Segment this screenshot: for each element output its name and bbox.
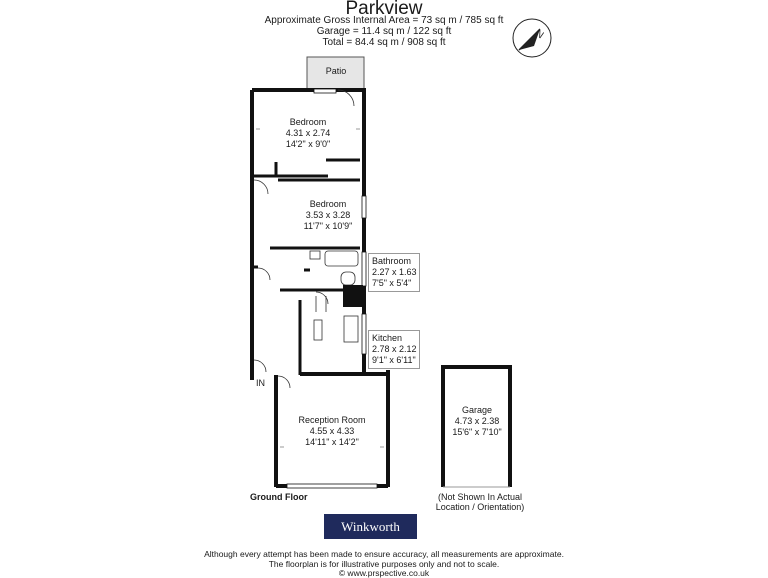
- brand-logo: Winkworth: [324, 514, 417, 539]
- copyright-line: © www.prspective.co.uk: [338, 568, 430, 578]
- garage-note-line: (Not Shown In Actual: [437, 492, 523, 502]
- room-name: Bathroom: [372, 256, 412, 266]
- room-size-metric: 2.78 x 2.12: [372, 344, 417, 354]
- room-bathroom: [368, 253, 420, 292]
- room-name: Kitchen: [372, 333, 403, 343]
- room-size-metric: 4.31 x 2.74: [285, 128, 331, 138]
- page-title: Parkview: [345, 0, 423, 19]
- room-garage: [440, 405, 514, 438]
- room-size-imperial: 15'6" x 7'10": [452, 427, 502, 437]
- area-line-garage: Garage = 11.4 sq m / 122 sq ft: [316, 26, 452, 37]
- floor-label: Ground Floor: [250, 492, 308, 502]
- disclaimer-line: Although every attempt has been made to ensure accuracy, all measurements are approximate.: [204, 549, 564, 559]
- room-size-metric: 4.55 x 4.33: [309, 426, 355, 436]
- kitchen-window: [362, 314, 366, 354]
- entrance-label: IN: [256, 378, 265, 388]
- bathroom-fixtures: [310, 251, 358, 285]
- compass-letter: N: [533, 28, 546, 42]
- room-reception: [292, 415, 372, 448]
- garage-note-line: Location / Orientation): [435, 502, 525, 512]
- room-size-metric: 4.73 x 2.38: [454, 416, 500, 426]
- garage-note: [428, 492, 532, 512]
- room-size-imperial: 9'1" x 6'11": [372, 355, 416, 365]
- disclaimer-line: The floorplan is for illustrative purposes only and not to scale.: [268, 559, 500, 569]
- room-size-imperial: 14'11" x 14'2": [305, 437, 359, 447]
- room-bedroom-1: [276, 117, 340, 150]
- room-name: Reception Room: [298, 415, 366, 425]
- room-name: Garage: [461, 405, 493, 415]
- room-size-metric: 2.27 x 1.63: [372, 267, 417, 277]
- room-patio: Patio: [325, 66, 347, 76]
- room-kitchen: [368, 330, 420, 369]
- area-line-total: Total = 84.4 sq m / 908 sq ft: [322, 37, 446, 48]
- room-size-imperial: 14'2" x 9'0": [285, 139, 331, 149]
- patio-door: [314, 89, 336, 93]
- structural-block: [343, 285, 363, 307]
- room-bedroom-2: [292, 199, 364, 232]
- room-name: Bedroom: [289, 117, 327, 127]
- bathroom-window: [362, 252, 366, 286]
- reception-window: [287, 484, 377, 488]
- room-size-imperial: 11'7" x 10'9": [303, 221, 353, 231]
- room-size-imperial: 7'5" x 5'4": [372, 278, 412, 288]
- room-size-metric: 3.53 x 3.28: [305, 210, 351, 220]
- room-name: Bedroom: [309, 199, 347, 209]
- area-line-gross: Approximate Gross Internal Area = 73 sq m / 785 sq ft: [264, 15, 504, 26]
